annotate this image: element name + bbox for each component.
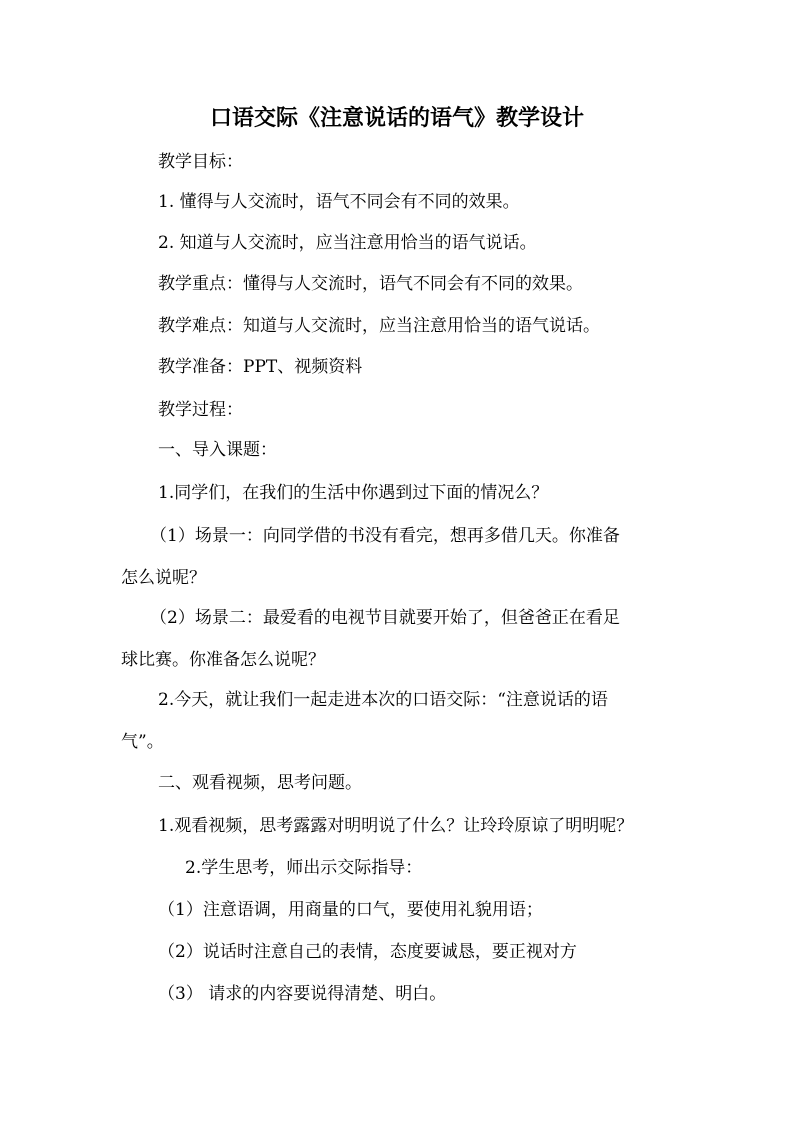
document-title: 口语交际《注意说话的语气》教学设计	[209, 106, 584, 131]
text-line-guidance-heading: 2.学生思考，师出示交际指导：	[185, 858, 423, 878]
text-line-guidance-2: （2）说话时注意自己的表情，态度要诚恳，要正视对方	[158, 942, 577, 962]
text-line-section-1-heading: 一、导入课题：	[158, 440, 277, 460]
text-line-video-question: 1.观看视频，思考露露对明明说了什么？让玲玲原谅了明明呢？	[158, 816, 634, 836]
text-line-preparation: 教学准备：PPT、视频资料	[158, 357, 363, 377]
text-line-guidance-3: （3） 请求的内容要说得清楚、明白。	[158, 984, 447, 1004]
text-line-objective-1: 1. 懂得与人交流时，语气不同会有不同的效果。	[158, 192, 520, 212]
text-line-key-point: 教学重点：懂得与人交流时，语气不同会有不同的效果。	[158, 274, 583, 294]
text-line-objective-2: 2. 知道与人交流时，应当注意用恰当的语气说话。	[158, 233, 537, 253]
text-line-process-heading: 教学过程：	[158, 400, 243, 420]
text-line-section-2-heading: 二、观看视频，思考问题。	[158, 773, 362, 793]
text-line-objectives-heading: 教学目标：	[158, 152, 243, 172]
text-line-scene-2-continued: 球比赛。你准备怎么说呢？	[121, 650, 325, 670]
text-line-introduction-continued: 气”。	[121, 732, 164, 752]
text-line-scene-2: （2）场景二：最爱看的电视节目就要开始了，但爸爸正在看足	[150, 608, 620, 628]
text-line-question-1: 1.同学们，在我们的生活中你遇到过下面的情况么？	[158, 483, 549, 503]
text-line-scene-1: （1）场景一：向同学借的书没有看完，想再多借几天。你准备	[150, 526, 620, 546]
text-line-difficulty: 教学难点：知道与人交流时，应当注意用恰当的语气说话。	[158, 316, 600, 336]
text-line-introduction: 2.今天，就让我们一起走进本次的口语交际：“注意说话的语	[158, 690, 608, 710]
text-line-scene-1-continued: 怎么说呢？	[121, 568, 206, 588]
text-line-guidance-1: （1）注意语调，用商量的口气，要使用礼貌用语；	[158, 900, 543, 920]
